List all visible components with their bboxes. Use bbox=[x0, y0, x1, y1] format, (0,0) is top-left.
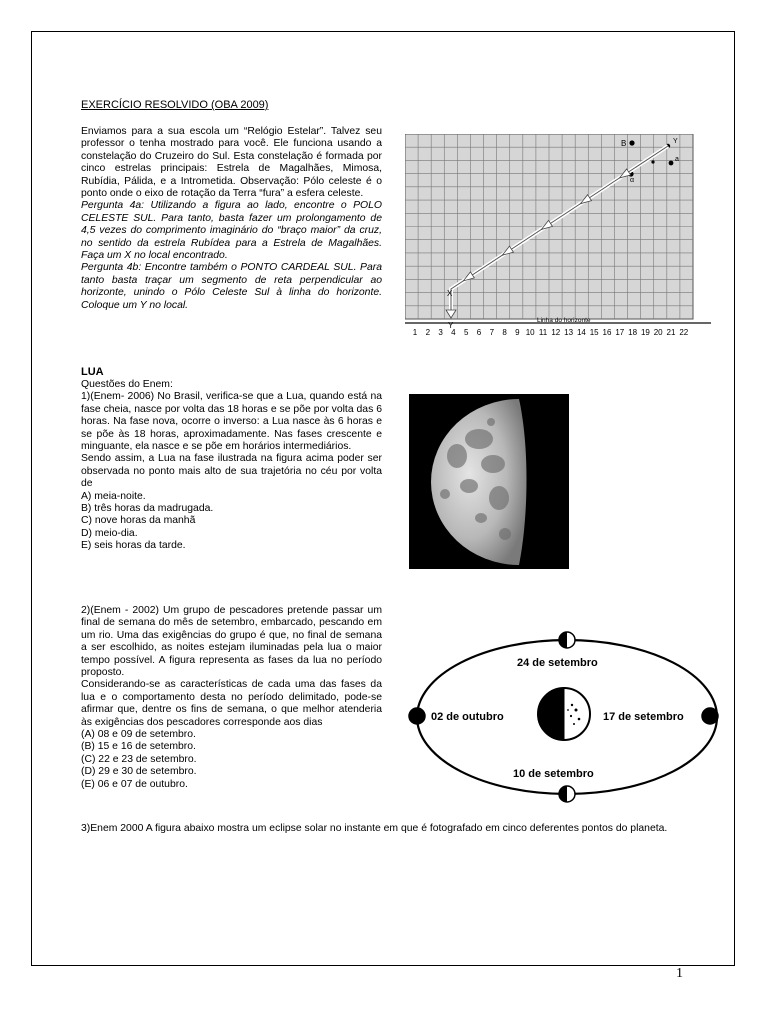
axis-number: 1 bbox=[412, 328, 418, 337]
axis-number: 15 bbox=[589, 328, 599, 337]
star-label-alpha: α bbox=[630, 177, 635, 184]
axis-number: 6 bbox=[476, 328, 482, 337]
star-label-a: a bbox=[675, 156, 679, 163]
axis-numbers bbox=[413, 328, 689, 337]
label-02-outubro: 02 de outubro bbox=[431, 711, 504, 723]
axis-number: 17 bbox=[615, 328, 625, 337]
q1-option-b: B) três horas da madrugada. bbox=[81, 503, 214, 515]
axis-number: 8 bbox=[502, 328, 507, 337]
moon-top bbox=[559, 632, 575, 648]
q1-option-a: A) meia-noite. bbox=[81, 490, 146, 502]
label-24-setembro: 24 de setembro bbox=[517, 657, 598, 669]
q2-stem: Considerando-se as características de cada uma das fases da lua e o comportamento desta no período delimitado, pode-se afirmar que, dentre os fins de semana, o que melhor atenderia às exigências dos pescadores corresponde aos dias bbox=[81, 679, 382, 728]
q1-option-e: E) seis horas da tarde. bbox=[81, 540, 186, 552]
q2-option-d: (D) 29 e 30 de setembro. bbox=[81, 766, 197, 778]
lua-q1-block bbox=[81, 379, 382, 553]
axis-number: 13 bbox=[564, 328, 574, 337]
q1-option-d: D) meio-dia. bbox=[81, 527, 138, 539]
axis-number: 9 bbox=[515, 328, 520, 337]
q1-stem: Sendo assim, a Lua na fase ilustrada na figura acima poder ser observada no ponto mais alto de sua trajetória no céu por volta de bbox=[81, 453, 382, 490]
oba-text-block bbox=[81, 126, 382, 312]
q2-option-b: (B) 15 e 16 de setembro. bbox=[81, 741, 196, 753]
q1-option-c: C) nove horas da manhã bbox=[81, 515, 196, 527]
star-label-b: B bbox=[621, 139, 627, 148]
axis-number: 3 bbox=[438, 328, 443, 337]
page-title: EXERCÍCIO RESOLVIDO (OBA 2009) bbox=[81, 99, 269, 111]
axis-number: 14 bbox=[576, 328, 586, 337]
axis-number: 10 bbox=[525, 328, 535, 337]
axis-number: 11 bbox=[538, 328, 548, 337]
moon-right bbox=[702, 708, 718, 724]
axis-number: 4 bbox=[451, 328, 456, 337]
axis-number: 16 bbox=[602, 328, 612, 337]
q2-option-a: (A) 08 e 09 de setembro. bbox=[81, 729, 196, 741]
axis-number: 7 bbox=[489, 328, 495, 337]
page-number: 1 bbox=[676, 966, 683, 981]
q2-option-c: (C) 22 e 23 de setembro. bbox=[81, 753, 197, 765]
axis-number: 20 bbox=[653, 328, 663, 337]
pole-x-mark: X bbox=[447, 289, 453, 298]
star-b bbox=[629, 140, 634, 145]
moon-bottom bbox=[559, 786, 575, 802]
lua-heading: LUA bbox=[81, 366, 104, 378]
oba-intro: Enviamos para a sua escola um “Relógio Estelar”. Talvez seu professor o tenha mostrado para você. Ele funciona usando a constelação do Cruzeiro do Sul. Esta constelação é formada por cinco estrelas principais: Estrela de Magalhães, Mimosa, Rubídia, Pálida, e a Intrometida. Observação: Pólo celeste é o ponto onde o eixo de rotação da Terra “fura” a esfera celeste. bbox=[81, 126, 382, 200]
question-4b: Pergunta 4b: Encontre também o PONTO CARDEAL SUL. Para tanto basta traçar um segmento de reta perpendicular ao horizonte, unindo o Pólo Celeste Sul à linha do horizonte. Coloque um Y no local. bbox=[81, 262, 382, 311]
lua-subheading: Questões do Enem: bbox=[81, 379, 173, 390]
cardinal-y-mark: Y bbox=[448, 321, 454, 330]
question-4a: Pergunta 4a: Utilizando a figura ao lado, encontre o POLO CELESTE SUL. Para tanto, basta fazer um prolongamento de 4,5 vezes do comprimento imaginário do “braço maior” da cruz, no sentido da estrela Rubídea para a Estrela de Magalhães. Faça um X no local encontrado. bbox=[81, 200, 382, 262]
q2-option-e: (E) 06 e 07 de outubro. bbox=[81, 778, 188, 790]
axis-number: 19 bbox=[640, 328, 650, 337]
q3-text: 3)Enem 2000 A figura abaixo mostra um eclipse solar no instante em que é fotografado em cinco deferentes pontos do planeta. bbox=[81, 823, 668, 834]
moon-phase-photo bbox=[409, 394, 569, 569]
label-10-setembro: 10 de setembro bbox=[513, 768, 594, 780]
star-clock-figure bbox=[405, 134, 717, 344]
star-small bbox=[651, 160, 654, 163]
moon-left bbox=[409, 708, 425, 724]
star-a bbox=[669, 161, 674, 166]
axis-number: 2 bbox=[425, 328, 431, 337]
earth bbox=[538, 688, 590, 740]
q1-text: 1)(Enem- 2006) No Brasil, verifica-se que a Lua, quando está na fase cheia, nasce por volta das 18 horas e se põe por volta das 6 horas. Na fase nova, ocorre o inverso: a Lua nasce às 6 horas e se põe às 18 horas, aproximadamente. Nas fases crescente e minguante, ela nasce e se põe em horários intermediários. bbox=[81, 391, 382, 453]
star-label-y: Y bbox=[673, 138, 678, 145]
axis-number: 18 bbox=[628, 328, 638, 337]
moon-phases-orbit bbox=[405, 630, 723, 808]
axis-number: 5 bbox=[463, 328, 469, 337]
axis-number: 22 bbox=[679, 328, 689, 337]
axis-number: 21 bbox=[666, 328, 676, 337]
label-17-setembro: 17 de setembro bbox=[603, 711, 684, 723]
lua-q2-block bbox=[81, 605, 382, 791]
horizon-label: Linha do horizonte bbox=[537, 317, 591, 324]
axis-number: 12 bbox=[551, 328, 561, 337]
q2-text: 2)(Enem - 2002) Um grupo de pescadores pretende passar um final de semana do mês de setembro, embarcado, pescando em um rio. Uma das exigências do grupo é que, no final de semana a ser escolhido, as noites estejam iluminadas pela lua o maior tempo possível. A figura representa as fases da lua no período proposto. bbox=[81, 605, 382, 679]
